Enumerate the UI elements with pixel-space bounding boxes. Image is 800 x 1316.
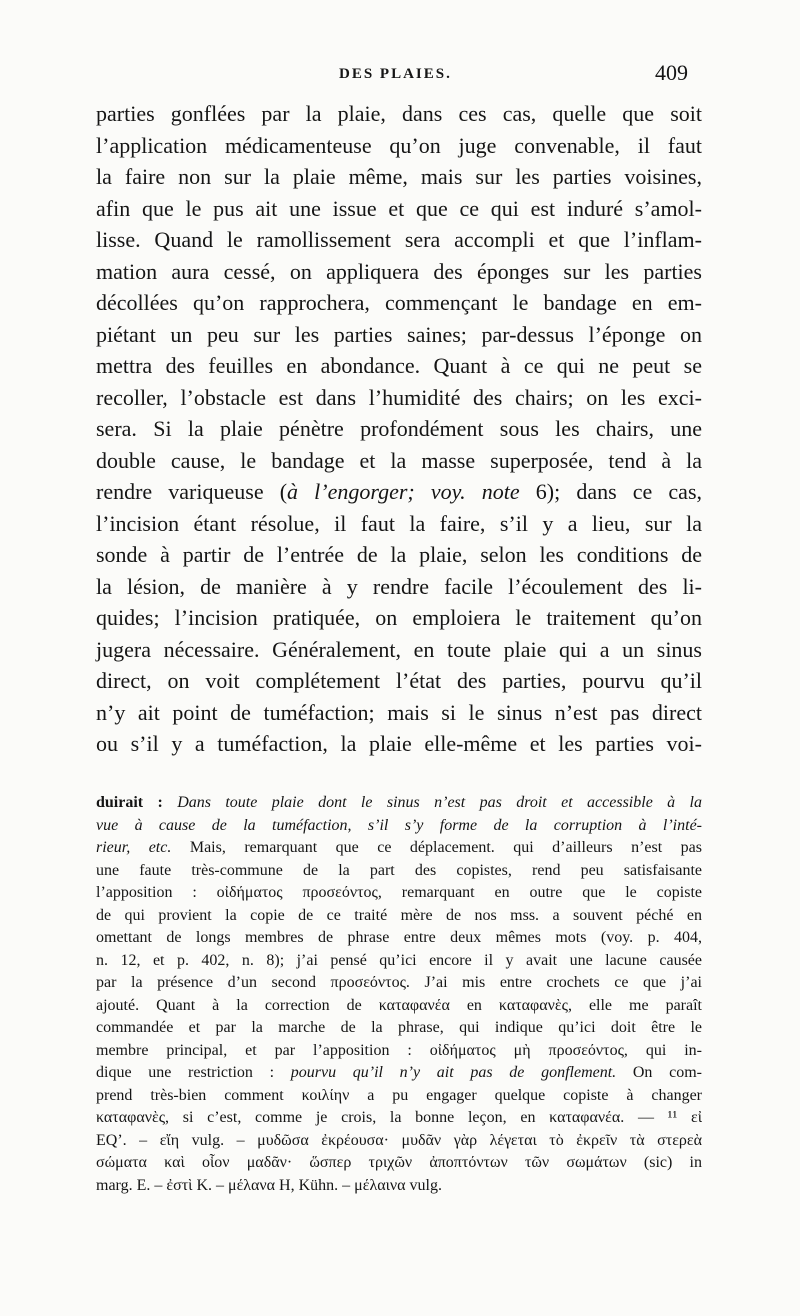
note-line <box>96 815 702 838</box>
text-line: direct, on voit complétement l’état des parties, pourvu qu’il <box>96 668 702 693</box>
note-line: prend très-bien comment κοιλίην a pu engager quelque copiste à changer <box>96 1086 702 1104</box>
page-number: 409 <box>655 60 688 85</box>
text-line: afin que le pus ait une issue et que ce qui est induré s’amol- <box>96 195 702 221</box>
note-italic: pourvu qu’il n’y ait pas de gonflement. <box>290 1064 617 1081</box>
note-line: ajouté. Quant à la correction de καταφανέα en καταφανὲς, elle me paraît <box>96 996 702 1014</box>
text-line: lisse. Quand le ramollissement sera accompli et que l’inflam- <box>96 227 702 252</box>
note-line: EQ’. – εἴη vulg. – μυδῶσα ἐκρέουσα· μυδᾶν γὰρ λέγεται τὸ ἐκρεῖν τὰ στερεὰ <box>96 1131 702 1149</box>
note-line: commandée et par la marche de la phrase, qui indique qu’ici doit être le <box>96 1019 702 1036</box>
note-line: de qui provient la copie de ce traité mère de nos mss. a souvent péché en <box>96 906 702 924</box>
text-line: ou s’il y a tuméfaction, la plaie elle-même et les parties voi- <box>96 731 702 756</box>
note-line: membre principal, et par l’apposition : οἰδήματος μὴ προσεόντος, qui in- <box>96 1041 702 1059</box>
text-segment: 6); dans ce cas, <box>519 479 703 504</box>
note-segment: dique une restriction : <box>96 1064 291 1081</box>
text-line: mation aura cessé, on appliquera des éponges sur les parties <box>96 258 702 284</box>
footnotes <box>96 792 702 1197</box>
text-line: la faire non sur la plaie même, mais sur les parties voisines, <box>96 164 702 189</box>
note-line <box>96 792 702 815</box>
text-line: la lésion, de manière à y rendre facile l’écoulement des li- <box>96 573 702 599</box>
note-line: une faute très-commune de la part des copistes, rend peu satisfaisante <box>96 861 702 879</box>
text-line: jugera nécessaire. Généralement, en toute plaie qui a un sinus <box>96 636 702 662</box>
text-line: l’incision étant résolue, il faut la faire, s’il y a lieu, sur la <box>96 510 702 536</box>
text-segment: rendre variqueuse ( <box>96 479 288 504</box>
text-line: sera. Si la plaie pénètre profondément sous les chairs, une <box>96 416 702 441</box>
note-segment: duirait : <box>96 794 178 811</box>
note-line: καταφανὲς, si c’est, comme je crois, la bonne leçon, en καταφανέα. — ¹¹ εἰ <box>96 1109 702 1126</box>
note-line: marg. E. – ἐστὶ K. – μέλανα H, Kühn. – μέλαινα vulg. <box>96 1176 442 1194</box>
note-line: par la présence d’un second προσεόντος. J’ai mis entre crochets ce que j’ai <box>96 974 702 991</box>
italic-reference: à l’engorger; voy. note <box>287 479 520 504</box>
running-title: DES PLAIES. <box>339 66 452 82</box>
note-segment: On com- <box>616 1064 702 1081</box>
text-line: recoller, l’obstacle est dans l’humidité des chairs; on les exci- <box>96 384 702 410</box>
text-line: parties gonflées par la plaie, dans ces cas, quelle que soit <box>96 101 702 126</box>
text-line: piétant un peu sur les parties saines; par-dessus l’éponge on <box>96 321 702 347</box>
note-line: n. 12, et p. 402, n. 8); j’ai pensé qu’ici encore il y avait une lacune causée <box>96 951 702 969</box>
note-line: omettant de longs membres de phrase entre deux mêmes mots (voy. p. 404, <box>96 929 702 946</box>
note-line <box>96 837 702 860</box>
text-line: n’y ait point de tuméfaction; mais si le sinus n’est pas direct <box>96 699 702 725</box>
note-italic: rieur, etc. <box>96 839 172 856</box>
note-italic: Dans toute plaie dont le sinus n’est pas droit et accessible à la <box>177 794 702 811</box>
text-line: double cause, le bandage et la masse superposée, tend à la <box>96 447 702 473</box>
note-line: l’apposition : οἰδήματος προσεόντος, remarquant en outre que le copiste <box>96 884 702 901</box>
note-italic: vue à cause de la tuméfaction, s’il s’y forme de la corruption à l’inté- <box>96 816 702 834</box>
text-line: mettra des feuilles en abondance. Quant à ce qui ne peut se <box>96 353 702 378</box>
text-line <box>96 476 702 508</box>
note-line: σώματα καὶ οἷον μαδᾶν· ὥσπερ τριχῶν ἀποπτόντων τῶν σωμάτων (sic) in <box>96 1154 702 1171</box>
text-line: l’application médicamenteuse qu’on juge convenable, il faut <box>96 132 702 158</box>
text-line: quides; l’incision pratiquée, on emploiera le traitement qu’on <box>96 605 702 630</box>
text-line: sonde à partir de l’entrée de la plaie, selon les conditions de <box>96 542 702 567</box>
note-line <box>96 1062 702 1085</box>
note-segment: Mais, remarquant que ce déplacement. qui d’ailleurs n’est pas <box>171 839 703 856</box>
text-line: décollées qu’on rapprochera, commençant le bandage en em- <box>96 290 702 315</box>
main-text <box>96 98 702 760</box>
